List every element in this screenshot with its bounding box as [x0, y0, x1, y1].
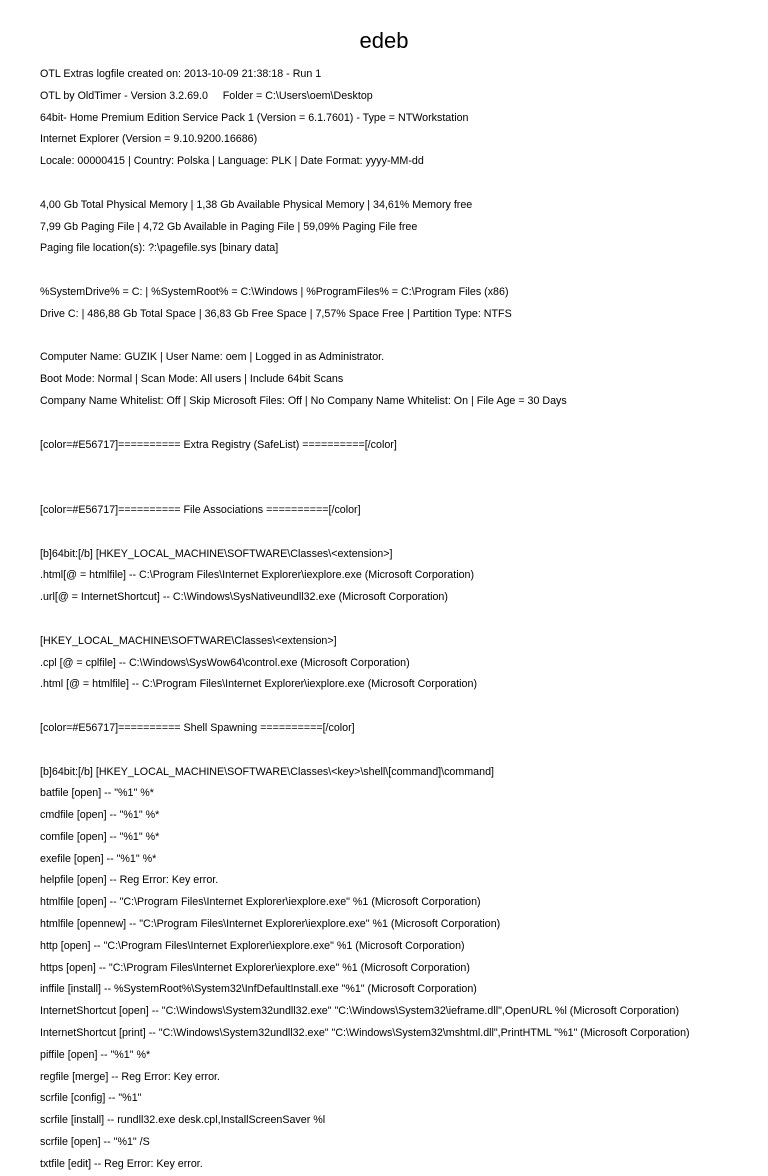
- log-line: 64bit- Home Premium Edition Service Pack 1 (Version = 6.1.7601) - Type = NTWorkstation: [40, 111, 469, 124]
- log-line: Boot Mode: Normal | Scan Mode: All users | Include 64bit Scans: [40, 373, 344, 386]
- log-line: http [open] -- "C:\Program Files\Internet Explorer\iexplore.exe" %1 (Microsoft Corporation): [40, 939, 465, 952]
- log-line: helpfile [open] -- Reg Error: Key error.: [40, 874, 219, 887]
- blank-line: [40, 260, 752, 282]
- log-line: [b]64bit:[/b] [HKEY_LOCAL_MACHINE\SOFTWARE\Classes\<key>\shell\[command]\command]: [40, 765, 494, 778]
- log-line: scrfile [config] -- "%1": [40, 1092, 142, 1105]
- log-line: https [open] -- "C:\Program Files\Internet Explorer\iexplore.exe" %1 (Microsoft Corporation): [40, 961, 470, 974]
- log-line: [HKEY_LOCAL_MACHINE\SOFTWARE\Classes\<extension>]: [40, 634, 337, 647]
- log-line: %SystemDrive% = C: | %SystemRoot% = C:\Windows | %ProgramFiles% = C:\Program Files (x86): [40, 285, 509, 298]
- log-line: Paging file location(s): ?:\pagefile.sys [binary data]: [40, 242, 279, 255]
- log-line: OTL Extras logfile created on: 2013-10-09 21:38:18 - Run 1: [40, 68, 322, 80]
- log-line: cmdfile [open] -- "%1" %*: [40, 809, 160, 822]
- log-line: inffile [install] -- %SystemRoot%\System32\InfDefaultInstall.exe "%1" (Microsoft Corporation): [40, 983, 477, 996]
- blank-line: [40, 478, 752, 500]
- log-line: [b]64bit:[/b] [HKEY_LOCAL_MACHINE\SOFTWARE\Classes\<extension>]: [40, 547, 393, 560]
- log-line: InternetShortcut [open] -- "C:\Windows\System32undll32.exe" "C:\Windows\System32\ieframe.dll",OpenURL %l (Microsoft Corporation): [40, 1005, 680, 1018]
- log-line: .url[@ = InternetShortcut] -- C:\Windows\SysNativeundll32.exe (Microsoft Corporation): [40, 591, 448, 604]
- log-content: [40, 64, 752, 1176]
- document-title: edeb: [359, 28, 409, 53]
- log-line: OTL by OldTimer - Version 3.2.69.0 Folder = C:\Users\oem\Desktop: [40, 89, 373, 102]
- log-line: [color=#E56717]========== File Associations ==========[/color]: [40, 503, 361, 516]
- log-line: Drive C: | 486,88 Gb Total Space | 36,83 Gb Free Space | 7,57% Space Free | Partition Type: NTFS: [40, 307, 512, 320]
- log-line: .cpl [@ = cplfile] -- C:\Windows\SysWow64\control.exe (Microsoft Corporation): [40, 656, 410, 669]
- log-line: [color=#E56717]========== Shell Spawning ==========[/color]: [40, 721, 355, 734]
- log-line: comfile [open] -- "%1" %*: [40, 830, 160, 843]
- blank-line: [40, 173, 752, 195]
- blank-line: [40, 696, 752, 718]
- log-line: exefile [open] -- "%1" %*: [40, 852, 157, 865]
- blank-line: [40, 609, 752, 631]
- log-line: piffile [open] -- "%1" %*: [40, 1048, 151, 1061]
- log-line: scrfile [open] -- "%1" /S: [40, 1136, 150, 1149]
- log-line: Computer Name: GUZIK | User Name: oem | Logged in as Administrator.: [40, 351, 385, 364]
- log-line: 4,00 Gb Total Physical Memory | 1,38 Gb Available Physical Memory | 34,61% Memory free: [40, 198, 473, 211]
- log-line: regfile [merge] -- Reg Error: Key error.: [40, 1070, 220, 1083]
- log-line: Internet Explorer (Version = 9.10.9200.16686): [40, 133, 258, 146]
- blank-line: [40, 522, 752, 544]
- log-line: Locale: 00000415 | Country: Polska | Language: PLK | Date Format: yyyy-MM-dd: [40, 155, 424, 168]
- blank-line: [40, 326, 752, 348]
- blank-line: [40, 740, 752, 762]
- log-line: htmlfile [open] -- "C:\Program Files\Internet Explorer\iexplore.exe" %1 (Microsoft Corporation): [40, 896, 481, 909]
- log-line: InternetShortcut [print] -- "C:\Windows\System32undll32.exe" "C:\Windows\System32\mshtml.dll",PrintHTML "%1" (Microsoft Corporation): [40, 1027, 690, 1040]
- log-line: scrfile [install] -- rundll32.exe desk.cpl,InstallScreenSaver %l: [40, 1114, 326, 1127]
- blank-line: [40, 456, 752, 478]
- log-line: txtfile [edit] -- Reg Error: Key error.: [40, 1157, 203, 1170]
- log-line: Company Name Whitelist: Off | Skip Microsoft Files: Off | No Company Name Whitelist: On | File Age = 30 Days: [40, 394, 567, 407]
- log-line: batfile [open] -- "%1" %*: [40, 787, 154, 800]
- log-line: [color=#E56717]========== Extra Registry (SafeList) ==========[/color]: [40, 438, 397, 451]
- log-line: .html [@ = htmlfile] -- C:\Program Files\Internet Explorer\iexplore.exe (Microsoft Corporation): [40, 678, 478, 691]
- blank-line: [40, 413, 752, 435]
- log-line: .html[@ = htmlfile] -- C:\Program Files\Internet Explorer\iexplore.exe (Microsoft Corporation): [40, 569, 475, 582]
- log-line: htmlfile [opennew] -- "C:\Program Files\Internet Explorer\iexplore.exe" %1 (Microsoft Corporation): [40, 918, 501, 931]
- log-line: 7,99 Gb Paging File | 4,72 Gb Available in Paging File | 59,09% Paging File free: [40, 220, 418, 233]
